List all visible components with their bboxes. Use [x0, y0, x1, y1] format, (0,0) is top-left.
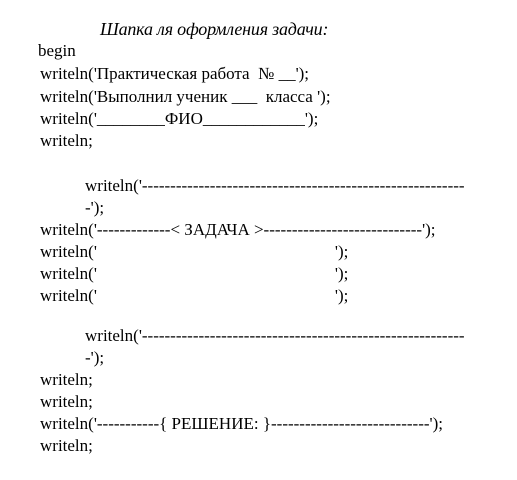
code-line-separator: writeln('--------------------------------------------------------- [85, 176, 465, 195]
code-line-blank-3: writeln(' '); [40, 286, 349, 305]
code-line-practical-work: writeln('Практическая работа № __'); [40, 64, 310, 83]
code-line-begin: begin [38, 41, 76, 60]
code-line-fio: writeln('________ФИО____________'); [40, 109, 319, 128]
document-heading: Шапка ля оформления задачи: [100, 19, 329, 39]
code-line-student: writeln('Выполнил ученик ___ класса '); [40, 87, 331, 106]
code-line-blank-1: writeln(' '); [40, 242, 349, 261]
code-line-writeln: writeln; [40, 131, 93, 150]
code-line-blank-2: writeln(' '); [40, 264, 349, 283]
code-line-writeln: writeln; [40, 370, 93, 389]
code-line-solution-header: writeln('-----------{ РЕШЕНИЕ: }----------------------------'); [40, 414, 443, 433]
code-line-separator-2: writeln('--------------------------------------------------------- [85, 326, 465, 345]
code-line-writeln: writeln; [40, 436, 93, 455]
code-line-writeln: writeln; [40, 392, 93, 411]
code-line-separator-end: -'); [85, 198, 105, 217]
code-line-task-header: writeln('-------------< ЗАДАЧА >----------------------------'); [40, 220, 436, 239]
code-line-separator-2-end: -'); [85, 348, 105, 367]
